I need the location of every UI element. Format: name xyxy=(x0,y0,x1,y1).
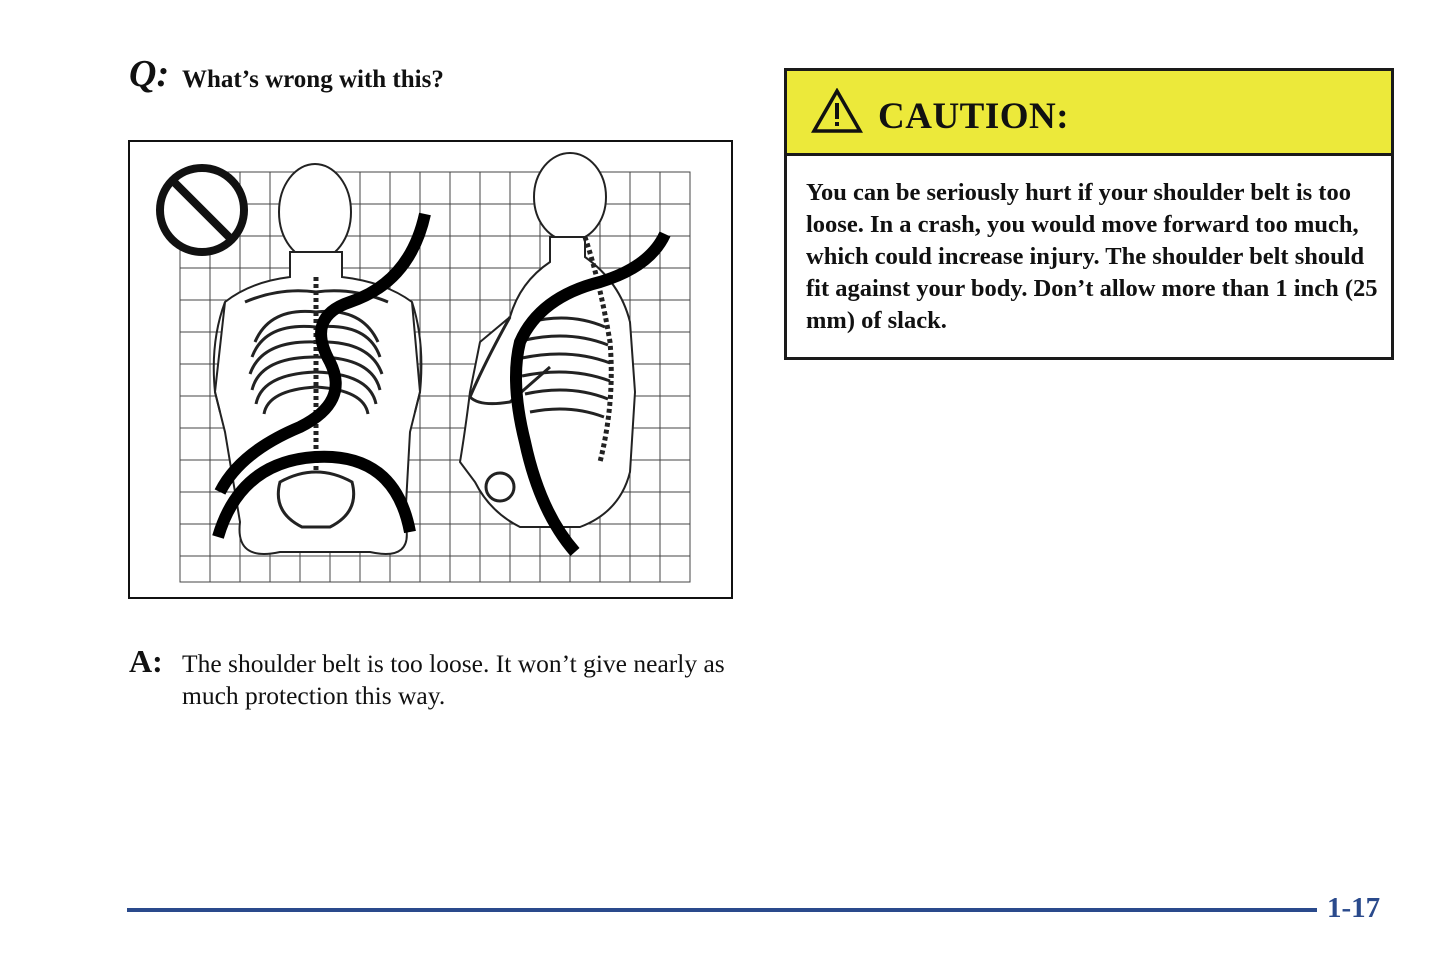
prohibited-icon xyxy=(160,168,244,252)
caution-body-text: You can be seriously hurt if your shoulder belt is too loose. In a crash, you would move forward too much, which could increase injury. The shoulder belt should fit against your body. Don’t allow more than 1 inch (25 mm) of slack. xyxy=(806,179,1378,334)
page-number: 1-17 xyxy=(1327,892,1381,924)
caution-box xyxy=(784,68,1394,360)
question-label: Q: xyxy=(129,53,170,95)
answer-text: The shoulder belt is too loose. It won’t give nearly as much protection this way. xyxy=(182,649,725,710)
warning-triangle-icon xyxy=(811,88,863,139)
caution-title: CAUTION: xyxy=(878,96,1070,137)
answer-label: A: xyxy=(129,643,163,679)
question-text: What’s wrong with this? xyxy=(182,66,444,93)
footer-rule xyxy=(127,908,1317,912)
caution-header xyxy=(787,71,1391,156)
seat-belt-illustration xyxy=(128,140,733,599)
side-view-figure xyxy=(460,153,635,527)
